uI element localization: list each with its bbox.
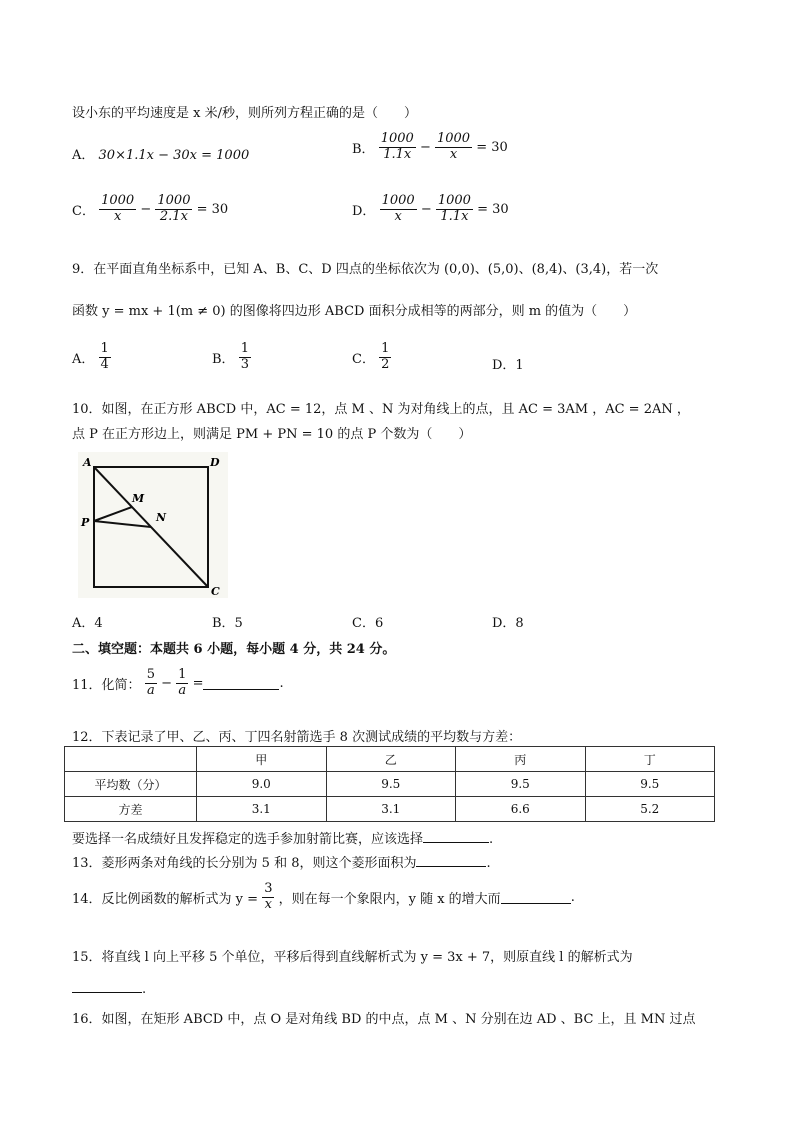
denominator: x: [264, 896, 272, 912]
section-heading: 二、填空题：本题共 6 小题，每小题 4 分，共 24 分。: [72, 642, 396, 657]
table-cell: 乙: [326, 747, 456, 772]
q9-line2: 函数 y = mx + 1(m ≠ 0) 的图像将四边形 ABCD 面积分成相等的两部分，则 m 的值为（ ）: [72, 304, 637, 319]
square-figure: [78, 452, 228, 598]
equals-sign: =: [192, 675, 204, 691]
period: .: [489, 832, 494, 847]
table-cell: 6.6: [456, 797, 586, 822]
table-cell: 丙: [456, 747, 586, 772]
numerator: 1000: [101, 193, 135, 208]
table-cell: 3.1: [197, 797, 327, 822]
q15-line2: [72, 980, 146, 997]
option-label: A．: [72, 351, 95, 367]
numerator: 1000: [436, 131, 471, 146]
numerator: 1: [240, 341, 249, 356]
q9-line1: 9．在平面直角坐标系中，已知 A、B、C、D 四点的坐标依次为 (0,0)、(5,0)、(8,4)、(3,4)，若一次: [72, 262, 659, 277]
numerator: 5: [146, 667, 155, 682]
q8-option-d-label: D．: [352, 203, 376, 219]
q8-option-b-label: B．: [352, 141, 375, 157]
table-cell: 9.0: [197, 772, 327, 797]
numerator: 1: [178, 667, 187, 682]
period: .: [570, 889, 575, 905]
numerator: 1000: [380, 131, 414, 146]
q8-option-a-expr: 30×1.1x − 30x = 1000: [98, 148, 250, 163]
q16-line1: 16．如图，在矩形 ABCD 中，点 O 是对角线 BD 的中点，点 M 、N 分别在边 AD 、BC 上，且 MN 过点: [72, 1012, 696, 1027]
answer-blank[interactable]: [416, 854, 486, 867]
denominator: 1.1x: [440, 208, 469, 224]
q12-after-text: 要选择一名成绩好且发挥稳定的选手参加射箭比赛，应该选择: [72, 832, 424, 847]
fraction: [380, 194, 417, 225]
fraction: [99, 342, 111, 373]
q10-line1: 10．如图，在正方形 ABCD 中，AC = 12，点 M 、N 为对角线上的点，且 AC = 3AM ，AC = 2AN ，: [72, 402, 690, 417]
q10-line2: 点 P 在正方形边上，则满足 PM + PN = 10 的点 P 个数为（ ）: [72, 427, 472, 442]
period: .: [279, 675, 284, 691]
q8-stem: 设小东的平均速度是 x 米/秒，则所列方程正确的是（ ）: [72, 106, 417, 121]
rhs: = 30: [477, 201, 509, 217]
denominator: a: [178, 682, 187, 698]
q11-prefix: 11．化简：: [72, 677, 141, 693]
numerator: 1: [381, 341, 390, 356]
label-a: A: [83, 456, 92, 469]
table-cell: 9.5: [326, 772, 456, 797]
table-cell: 丁: [585, 747, 715, 772]
label-p: P: [81, 516, 90, 529]
q14-prefix: 14．反比例函数的解析式为 y =: [72, 891, 259, 907]
fraction: [239, 342, 251, 373]
answer-blank[interactable]: [501, 891, 571, 904]
denominator: 3: [240, 356, 249, 372]
q10-option-c: C．6: [352, 616, 384, 631]
label-m: M: [132, 492, 145, 505]
fraction: [262, 882, 274, 913]
numerator: 3: [264, 881, 273, 896]
fraction: [99, 194, 136, 225]
q8-option-a-label: A．: [72, 148, 95, 163]
table-cell: 平均数（分）: [65, 772, 197, 797]
denominator: 2.1x: [159, 208, 188, 224]
table-cell: 3.1: [326, 797, 456, 822]
numerator: 1000: [381, 193, 415, 208]
table-cell: [65, 747, 197, 772]
answer-blank[interactable]: [203, 677, 279, 690]
denominator: x: [113, 208, 122, 224]
denominator: a: [146, 682, 155, 698]
option-label: C．: [352, 351, 375, 367]
q8-option-d: D． $\frac{1000}{x}$ − $\frac{1000}{1.1x}$ = 30: [352, 193, 509, 224]
q9-option-d: D．1: [492, 358, 524, 373]
q13-text: 13．菱形两条对角线的长分别为 5 和 8，则这个菱形面积为: [72, 856, 417, 871]
table-cell: 方差: [65, 797, 197, 822]
table-row: [65, 772, 715, 797]
denominator: 4: [100, 356, 109, 372]
denominator: 1.1x: [383, 146, 412, 162]
numerator: 1000: [157, 193, 191, 208]
period: .: [142, 982, 147, 997]
rhs: = 30: [476, 139, 508, 155]
numerator: 1000: [437, 193, 471, 208]
label-c: C: [211, 585, 220, 598]
rhs: = 30: [196, 201, 229, 217]
fraction: [435, 132, 472, 163]
q10-option-a: A．4: [72, 616, 103, 631]
fraction: [176, 668, 188, 699]
table-cell: 甲: [197, 747, 327, 772]
q10-option-d: D．8: [492, 616, 524, 631]
fraction: [145, 668, 157, 699]
q8-option-c: C． $\frac{1000}{x}$ − $\frac{1000}{2.1x}$ = 30: [72, 193, 229, 224]
q15-line1: 15．将直线 l 向上平移 5 个单位，平移后得到直线解析式为 y = 3x + 7，则原直线 l 的解析式为: [72, 950, 633, 965]
q9-option-b: [212, 342, 251, 373]
label-d: D: [210, 456, 220, 469]
q9-option-a: [72, 342, 111, 373]
q8-option-a: [72, 144, 249, 163]
fraction: [155, 194, 192, 225]
q13: [72, 852, 491, 871]
q8-option-c-label: C．: [72, 203, 95, 219]
q12-stem: 12．下表记录了甲、乙、丙、丁四名射箭选手 8 次测试成绩的平均数与方差：: [72, 730, 522, 745]
answer-blank[interactable]: [423, 830, 489, 843]
denominator: x: [394, 208, 402, 224]
table-cell: 9.5: [585, 772, 715, 797]
answer-blank[interactable]: [72, 980, 142, 993]
fraction: [379, 132, 416, 163]
numerator: 1: [100, 341, 109, 356]
option-label: B．: [212, 351, 235, 367]
scores-table: [64, 746, 715, 822]
q14: [72, 882, 575, 913]
table-header-row: [65, 747, 715, 772]
period: .: [486, 856, 491, 871]
q10-option-b: B．5: [212, 616, 243, 631]
table-cell: 5.2: [585, 797, 715, 822]
label-n: N: [156, 511, 167, 524]
denominator: 2: [381, 356, 390, 372]
q12-question: [72, 828, 493, 847]
q11: 11．化简： $\frac{5}{a}$ − $\frac{1}{a}$ = .: [72, 667, 284, 698]
table-row: [65, 797, 715, 822]
fraction: [436, 194, 473, 225]
q14-suffix: ，则在每一个象限内，y 随 x 的增大而: [278, 891, 501, 907]
table-cell: 9.5: [456, 772, 586, 797]
fraction: [379, 342, 391, 373]
q9-option-c: [352, 342, 391, 373]
denominator: x: [449, 146, 458, 162]
q8-option-b: B． $\frac{1000}{1.1x}$ − $\frac{1000}{x}$ = 30: [352, 131, 508, 162]
